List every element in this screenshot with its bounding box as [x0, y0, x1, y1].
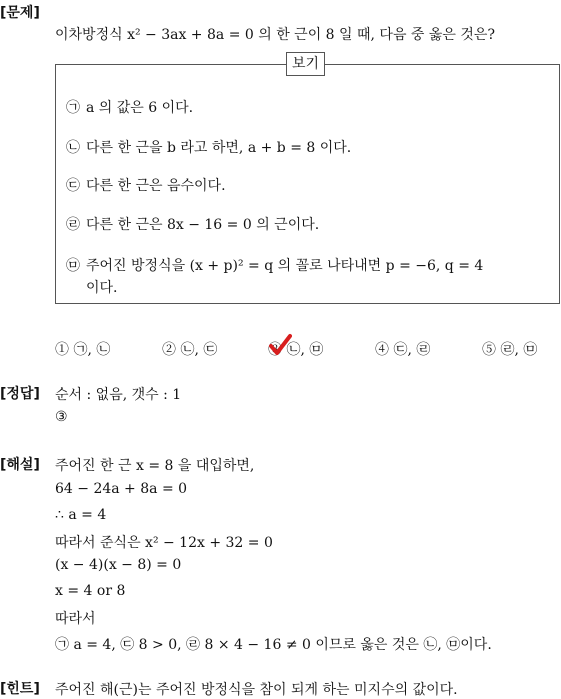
choice-5[interactable]	[482, 339, 537, 359]
choice-number: ④	[375, 342, 389, 358]
solution-line: 따라서	[55, 611, 96, 627]
choice-text: ㉢, ㉣	[393, 342, 431, 358]
item-symbol: ㉠	[66, 100, 80, 116]
answer-tag: [정답]	[0, 386, 40, 402]
solution-line: 주어진 한 근 x = 8 을 대입하면,	[55, 458, 255, 474]
bogi-item-2	[66, 137, 351, 157]
choice-4[interactable]	[375, 339, 430, 359]
bogi-item-5-continued: 이다.	[86, 280, 118, 296]
problem-tag: [문제]	[0, 5, 40, 21]
question-text: 이차방정식 x² − 3ax + 8a = 0 의 한 근이 8 일 때, 다음 중 옳은 것은?	[55, 27, 495, 43]
solution-line: ∴ a = 4	[55, 507, 107, 523]
bogi-item-3	[66, 175, 226, 195]
choice-number: ⑤	[482, 342, 496, 358]
bogi-item-1	[66, 97, 193, 117]
item-symbol: ㉡	[66, 140, 80, 156]
choice-1[interactable]	[55, 339, 110, 359]
item-text: 다른 한 근을 b 라고 하면, a + b = 8 이다.	[86, 140, 352, 156]
item-text: 주어진 방정식을 (x + p)² = q 의 꼴로 나타내면 p = −6, q = 4	[86, 258, 484, 274]
hint-text: 주어진 해(근)는 주어진 방정식을 참이 되게 하는 미지수의 값이다.	[55, 682, 458, 698]
solution-line: x = 4 or 8	[55, 583, 126, 599]
choice-text: ㉠, ㉡	[73, 342, 111, 358]
item-symbol: ㉣	[66, 217, 80, 233]
answer-line-2: ③	[55, 409, 68, 425]
item-symbol: ㉢	[66, 178, 80, 194]
solution-line: ㉠ a = 4, ㉢ 8 > 0, ㉣ 8 × 4 − 16 ≠ 0 이므로 옳은 것은 ㉡, ㉤이다.	[55, 637, 492, 653]
choice-text: ㉡, ㉢	[180, 342, 218, 358]
solution-line: (x − 4)(x − 8) = 0	[55, 557, 182, 573]
item-text: a 의 값은 6 이다.	[86, 100, 194, 116]
bogi-item-4	[66, 214, 319, 234]
solution-line: 따라서 준식은 x² − 12x + 32 = 0	[55, 535, 273, 551]
item-symbol: ㉤	[66, 258, 80, 274]
choice-text: ㉣, ㉤	[500, 342, 538, 358]
bogi-item-5	[66, 255, 483, 275]
item-text: 다른 한 근은 8x − 16 = 0 의 근이다.	[86, 217, 320, 233]
choice-number: ①	[55, 342, 69, 358]
choice-number: ③	[268, 342, 282, 358]
solution-line: 64 − 24a + 8a = 0	[55, 481, 188, 497]
choice-number: ②	[162, 342, 176, 358]
solution-tag: [해설]	[0, 457, 40, 473]
choice-2[interactable]	[162, 339, 217, 359]
item-text: 다른 한 근은 음수이다.	[86, 178, 226, 194]
choice-text: ㉡, ㉤	[286, 342, 324, 358]
answer-line-1: 순서 : 없음, 갯수 : 1	[55, 387, 182, 403]
bogi-label: 보기	[286, 52, 325, 76]
hint-tag: [힌트]	[0, 681, 40, 697]
check-mark-icon	[268, 333, 292, 357]
